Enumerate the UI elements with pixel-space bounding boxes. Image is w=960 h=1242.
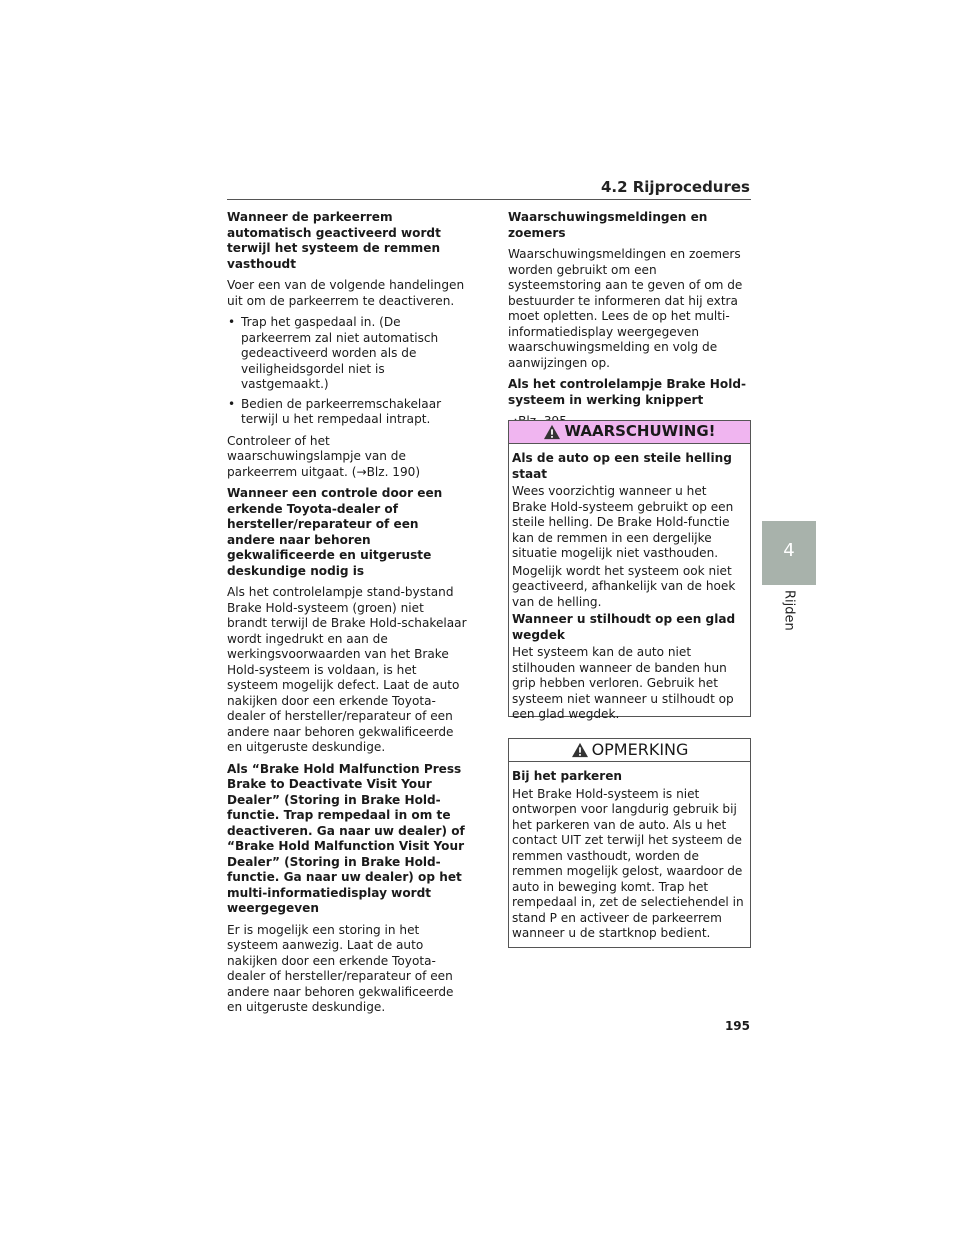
heading-warning-messages: Waarschuwingsmeldingen en zoemers	[508, 210, 708, 240]
warning-box	[508, 420, 751, 721]
bullet-item: • Bedien de parkeerremschakelaar terwijl u het rempedaal intrapt.	[227, 397, 467, 428]
heading-malfunction-message: Als “Brake Hold Malfunction Press Brake to Deactivate Visit Your Dealer” (Storing in Brake Hold-functie. Trap rempedaal in om te deactiveren. Ga naar uw dealer) of “Brake Hold Malfunction Visit Your Dealer” (Storing in Brake Hold-functie. Ga naar uw dealer) op het multi-informatiedisplay wordt weergegeven	[227, 761, 465, 915]
bullet-item: • Trap het gaspedaal in. (De parkeerrem zal niet automatisch gedeactiveerd worden als de veiligheidsgordel niet is vastgemaakt.)	[227, 315, 467, 393]
note-box	[508, 738, 751, 948]
warning-box-title: WAARSCHUWING!	[564, 422, 716, 441]
paragraph: Als het controlelampje stand-bystand Brake Hold-systeem (groen) niet brandt terwijl de Brake Hold-schakelaar wordt ingedrukt en aan de werkingsvoorwaarden van het Brake Hold-systeem is voldaan, is het systeem mogelijk defect. Laat de auto nakijken door een erkende Toyota-dealer of hersteller/reparateur of een andere naar behoren gekwalificeerde en uitgeruste deskundige.	[227, 585, 467, 754]
note-box-body	[509, 762, 750, 948]
header-divider	[227, 199, 751, 200]
note-box-title: OPMERKING	[591, 740, 689, 760]
section-title: 4.2 Rijprocedures	[600, 178, 750, 196]
paragraph: Controleer of het waarschuwingslampje van de parkeerrem uitgaat. (→Blz. 190)	[227, 433, 421, 479]
warning-triangle-icon	[543, 424, 561, 440]
chapter-label: Rijden	[781, 590, 797, 631]
warning-box-header	[509, 421, 750, 444]
heading-auto-parking-brake: Wanneer de parkeerrem automatisch geactiveerd wordt terwijl het systeem de remmen vasthoudt	[227, 210, 441, 271]
page-number: 195	[724, 1019, 750, 1033]
heading-parking: Bij het parkeren	[512, 769, 623, 783]
chapter-label-wrap	[763, 590, 815, 680]
heading-slippery-road: Wanneer u stilhoudt op een glad wegdek	[512, 612, 736, 642]
paragraph: Mogelijk wordt het systeem ook niet geactiveerd, afhankelijk van de hoek van de helling.	[512, 563, 736, 609]
warning-box-body	[509, 444, 750, 729]
heading-indicator-flashing: Als het controlelampje Brake Hold-systeem in werking knippert	[508, 377, 747, 407]
paragraph: Waarschuwingsmeldingen en zoemers worden gebruikt om een systeemstoring aan te geven of om de bestuurder te informeren dat hij extra moet opletten. Lees de op het multi-informatiedisplay weergegeven waarschuwingsmelding en volg de aanwijzingen op.	[508, 247, 743, 370]
paragraph: Het Brake Hold-systeem is niet ontworpen voor langdurig gebruik bij het parkeren van de auto. Als u het contact UIT zet terwijl het systeem de remmen vasthoudt, worden de remmen mogelijk gelost, waardoor de auto in beweging komt. Trap het rempedaal in, zet de selectiehendel in stand P en activeer de parkeerrem wanneer u de startknop bedient.	[512, 786, 744, 940]
paragraph: Wees voorzichtig wanneer u het Brake Hold-systeem gebruikt op een steile helling. De Brake Hold-functie kan de remmen in een dergelijke situatie mogelijk niet vasthouden.	[512, 484, 734, 560]
paragraph: Voer een van de volgende handelingen uit om de parkeerrem te deactiveren.	[227, 278, 465, 308]
heading-dealer-check: Wanneer een controle door een erkende Toyota-dealer of hersteller/reparateur of een andere naar behoren gekwalificeerde en uitgeruste deskundige nodig is	[227, 486, 443, 578]
heading-steep-slope: Als de auto op een steile helling staat	[512, 451, 732, 481]
warning-triangle-icon	[571, 742, 589, 758]
note-box-header	[509, 739, 750, 762]
right-column	[508, 210, 751, 436]
bullet-list	[227, 315, 467, 428]
paragraph: Het systeem kan de auto niet stilhouden wanneer de banden hun grip hebben verloren. Gebruik het systeem niet wanneer u stilhoudt op een glad wegdek.	[512, 645, 734, 721]
chapter-number: 4	[783, 540, 795, 561]
left-column	[227, 210, 467, 1022]
paragraph: Er is mogelijk een storing in het systeem aanwezig. Laat de auto nakijken door een erkende Toyota-dealer of hersteller/reparateur of een andere naar behoren gekwalificeerde en uitgeruste deskundige.	[227, 922, 454, 1014]
